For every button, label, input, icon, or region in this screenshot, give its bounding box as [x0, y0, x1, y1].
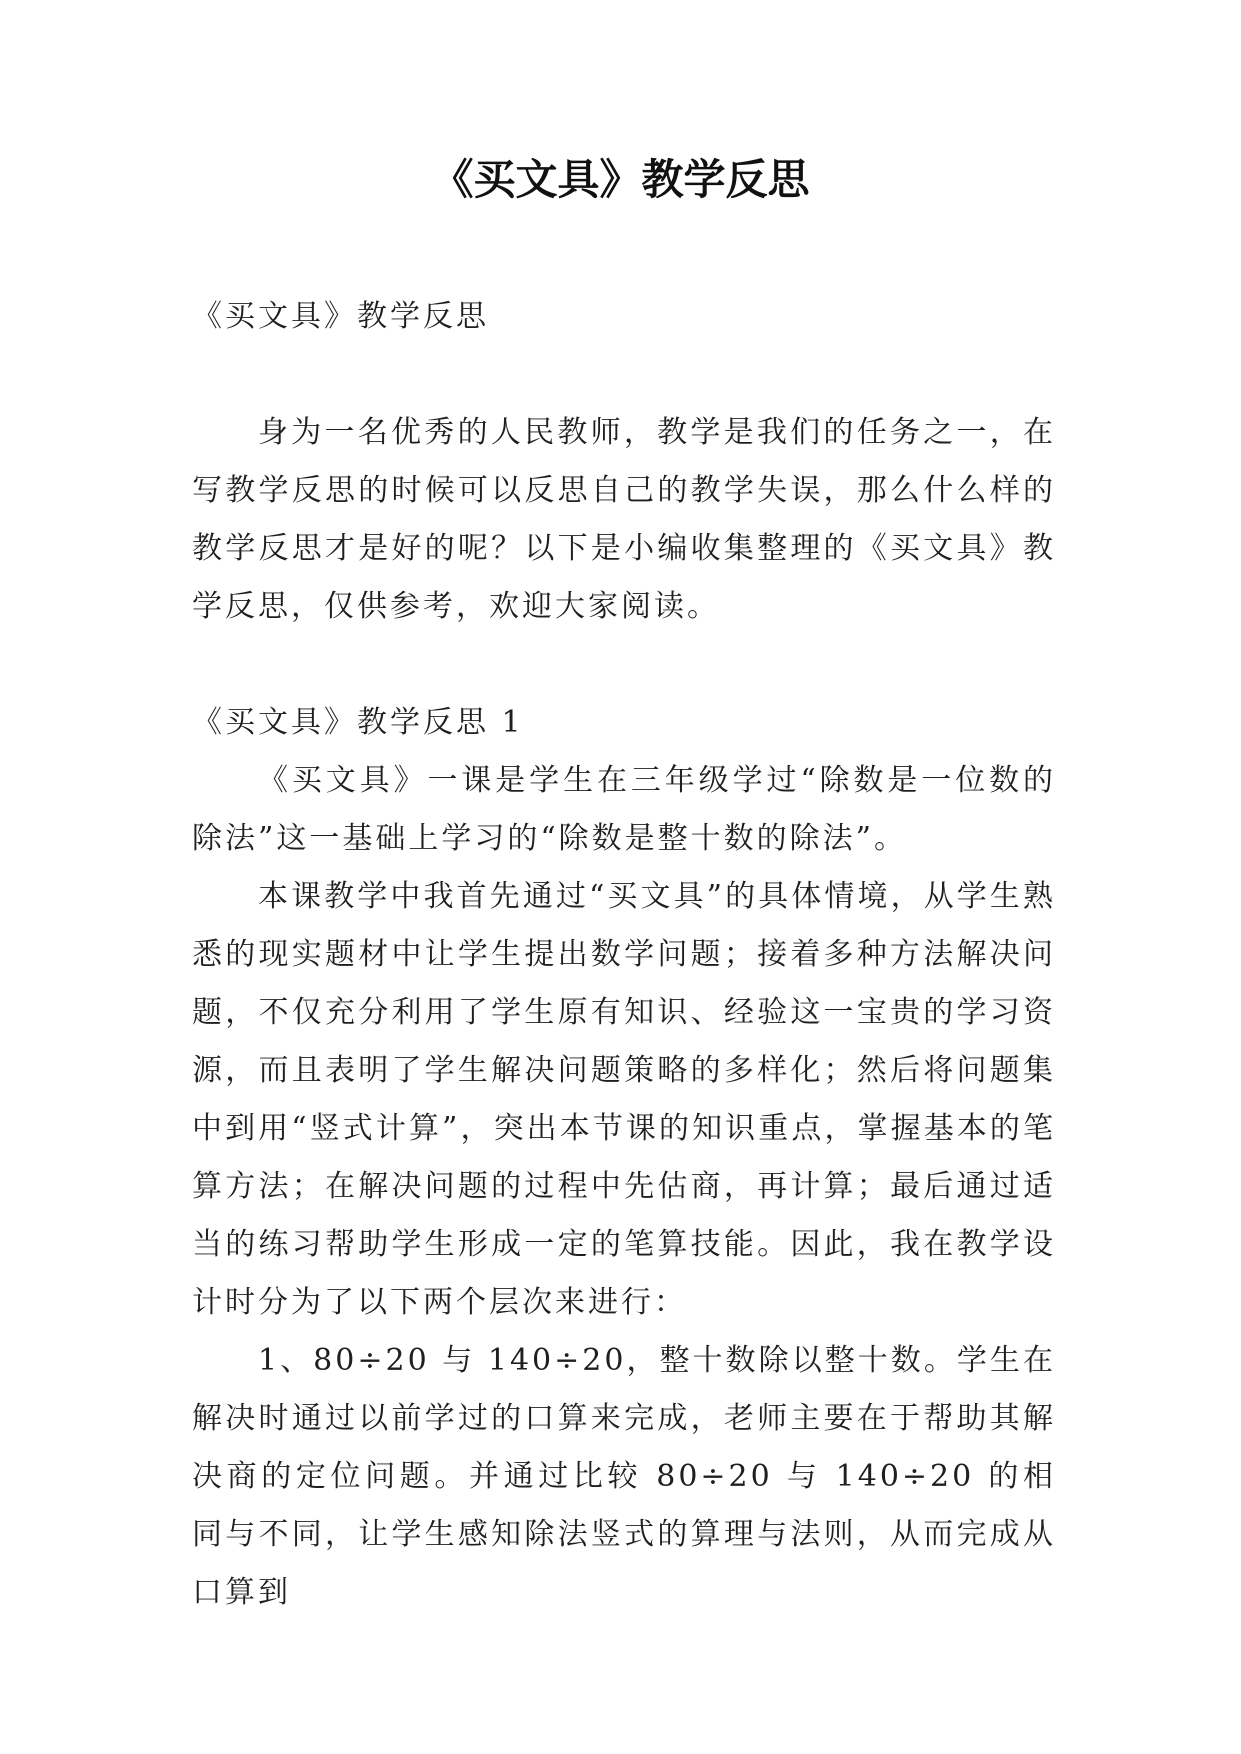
section-heading: 《买文具》教学反思 1 — [192, 705, 524, 740]
section-paragraph: 1、80÷20 与 140÷20，整十数除以整十数。学生在解决时通过以前学过的口算来完成，老师主要在于帮助其解决商的定位问题。并通过比较 80÷20 与 140÷20 的相同与不同，让学生感知除法竖式的算理与法则，从而完成从口算到 — [192, 1343, 1056, 1610]
section-body — [192, 752, 1056, 1622]
section-paragraph: 本课教学中我首先通过“买文具”的具体情境，从学生熟悉的现实题材中让学生提出数学问题；接着多种方法解决问题，不仅充分利用了学生原有知识、经验这一宝贵的学习资源，而且表明了学生解决问题策略的多样化；然后将问题集中到用“竖式计算”，突出本节课的知识重点，掌握基本的笔算方法；在解决问题的过程中先估商，再计算；最后通过适当的练习帮助学生形成一定的笔算技能。因此，我在教学设计时分为了以下两个层次来进行： — [192, 879, 1056, 1320]
intro-paragraph: 身为一名优秀的人民教师，教学是我们的任务之一，在写教学反思的时候可以反思自己的教学失误，那么什么样的教学反思才是好的呢？以下是小编收集整理的《买文具》教学反思，仅供参考，欢迎大家阅读。 — [192, 415, 1056, 624]
document-subtitle: 《买文具》教学反思 — [192, 299, 489, 334]
document-title: 《买文具》教学反思 — [431, 155, 810, 204]
section-paragraph: 《买文具》一课是学生在三年级学过“除数是一位数的除法”这一基础上学习的“除数是整十数的除法”。 — [192, 763, 1056, 856]
